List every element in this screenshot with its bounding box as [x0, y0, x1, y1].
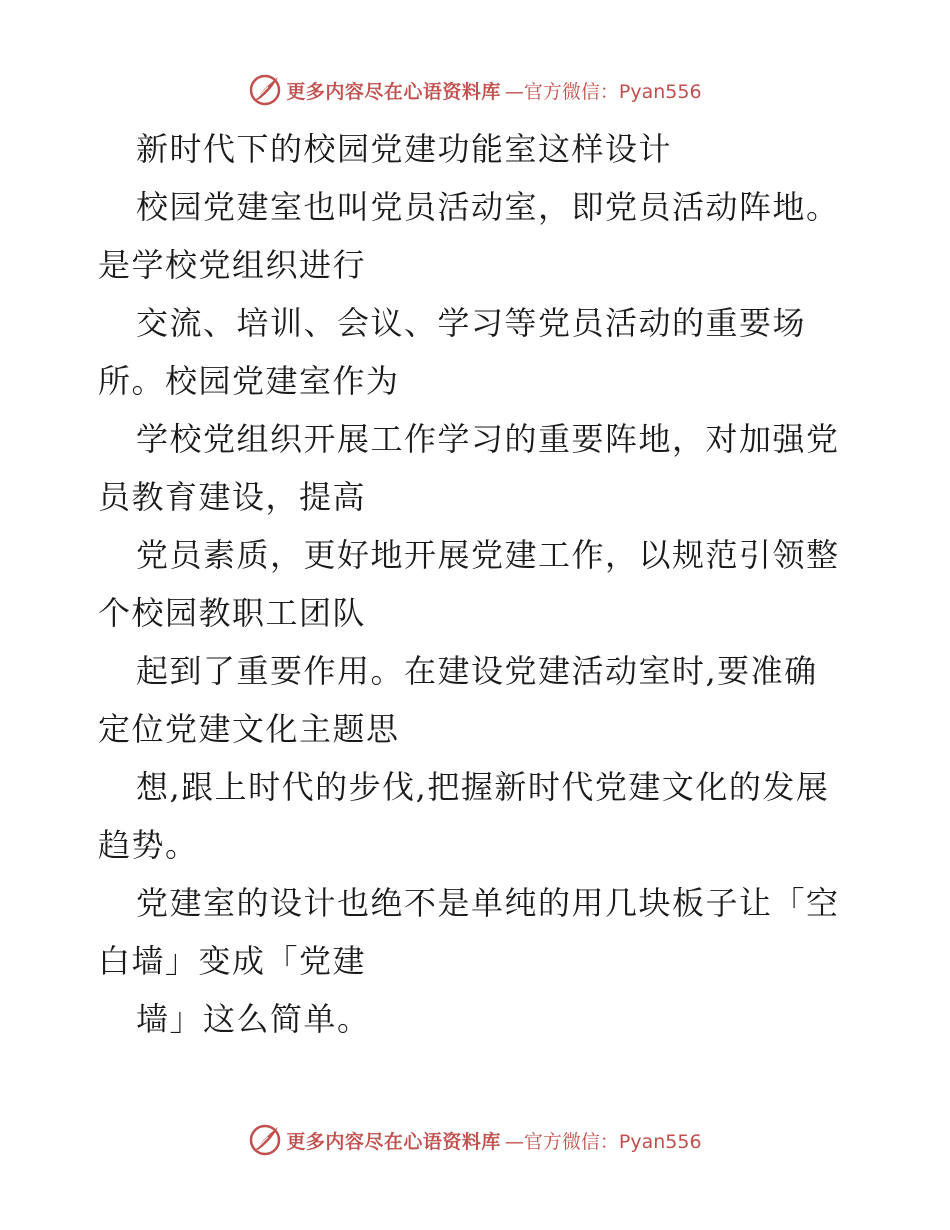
quill-pen-logo-icon — [248, 73, 282, 107]
paragraph-line: 所。校园党建室作为 — [98, 362, 400, 400]
paragraph-line: 学校党组织开展工作学习的重要阵地，对加强党 — [136, 420, 840, 458]
paragraph-line: 交流、培训、会议、学习等党员活动的重要场 — [136, 304, 807, 342]
paragraph-line: 党员素质，更好地开展党建工作，以规范引领整 — [136, 536, 840, 574]
paragraph-line: 校园党建室也叫党员活动室，即党员活动阵地。 — [136, 188, 840, 226]
paragraph-line: 党建室的设计也绝不是单纯的用几块板子让「空 — [136, 884, 840, 922]
paragraph-line: 墙」这么简单。 — [136, 1000, 371, 1038]
footer-banner — [0, 1120, 950, 1160]
document-title: 新时代下的校园党建功能室这样设计 — [136, 130, 673, 168]
header-banner-contact: —官方微信：Pyan556 — [504, 80, 702, 103]
paragraph-line: 白墙」变成「党建 — [98, 942, 367, 980]
document-body — [98, 120, 858, 1048]
paragraph-line: 趋势。 — [98, 826, 199, 864]
paragraph-line: 定位党建文化主题思 — [98, 710, 400, 748]
paragraph-line: 想,跟上时代的步伐,把握新时代党建文化的发展 — [136, 768, 830, 806]
footer-banner-title: 更多内容尽在心语资料库 — [286, 1130, 501, 1153]
quill-pen-logo-icon — [248, 1123, 282, 1157]
header-banner — [0, 70, 950, 110]
paragraph-line: 是学校党组织进行 — [98, 246, 367, 284]
paragraph-line: 个校园教职工团队 — [98, 594, 367, 632]
paragraph-line: 起到了重要作用。在建设党建活动室时,要准确 — [136, 652, 818, 690]
header-banner-title: 更多内容尽在心语资料库 — [286, 80, 501, 103]
footer-banner-contact: —官方微信：Pyan556 — [504, 1130, 702, 1153]
paragraph-line: 员教育建设，提高 — [98, 478, 367, 516]
